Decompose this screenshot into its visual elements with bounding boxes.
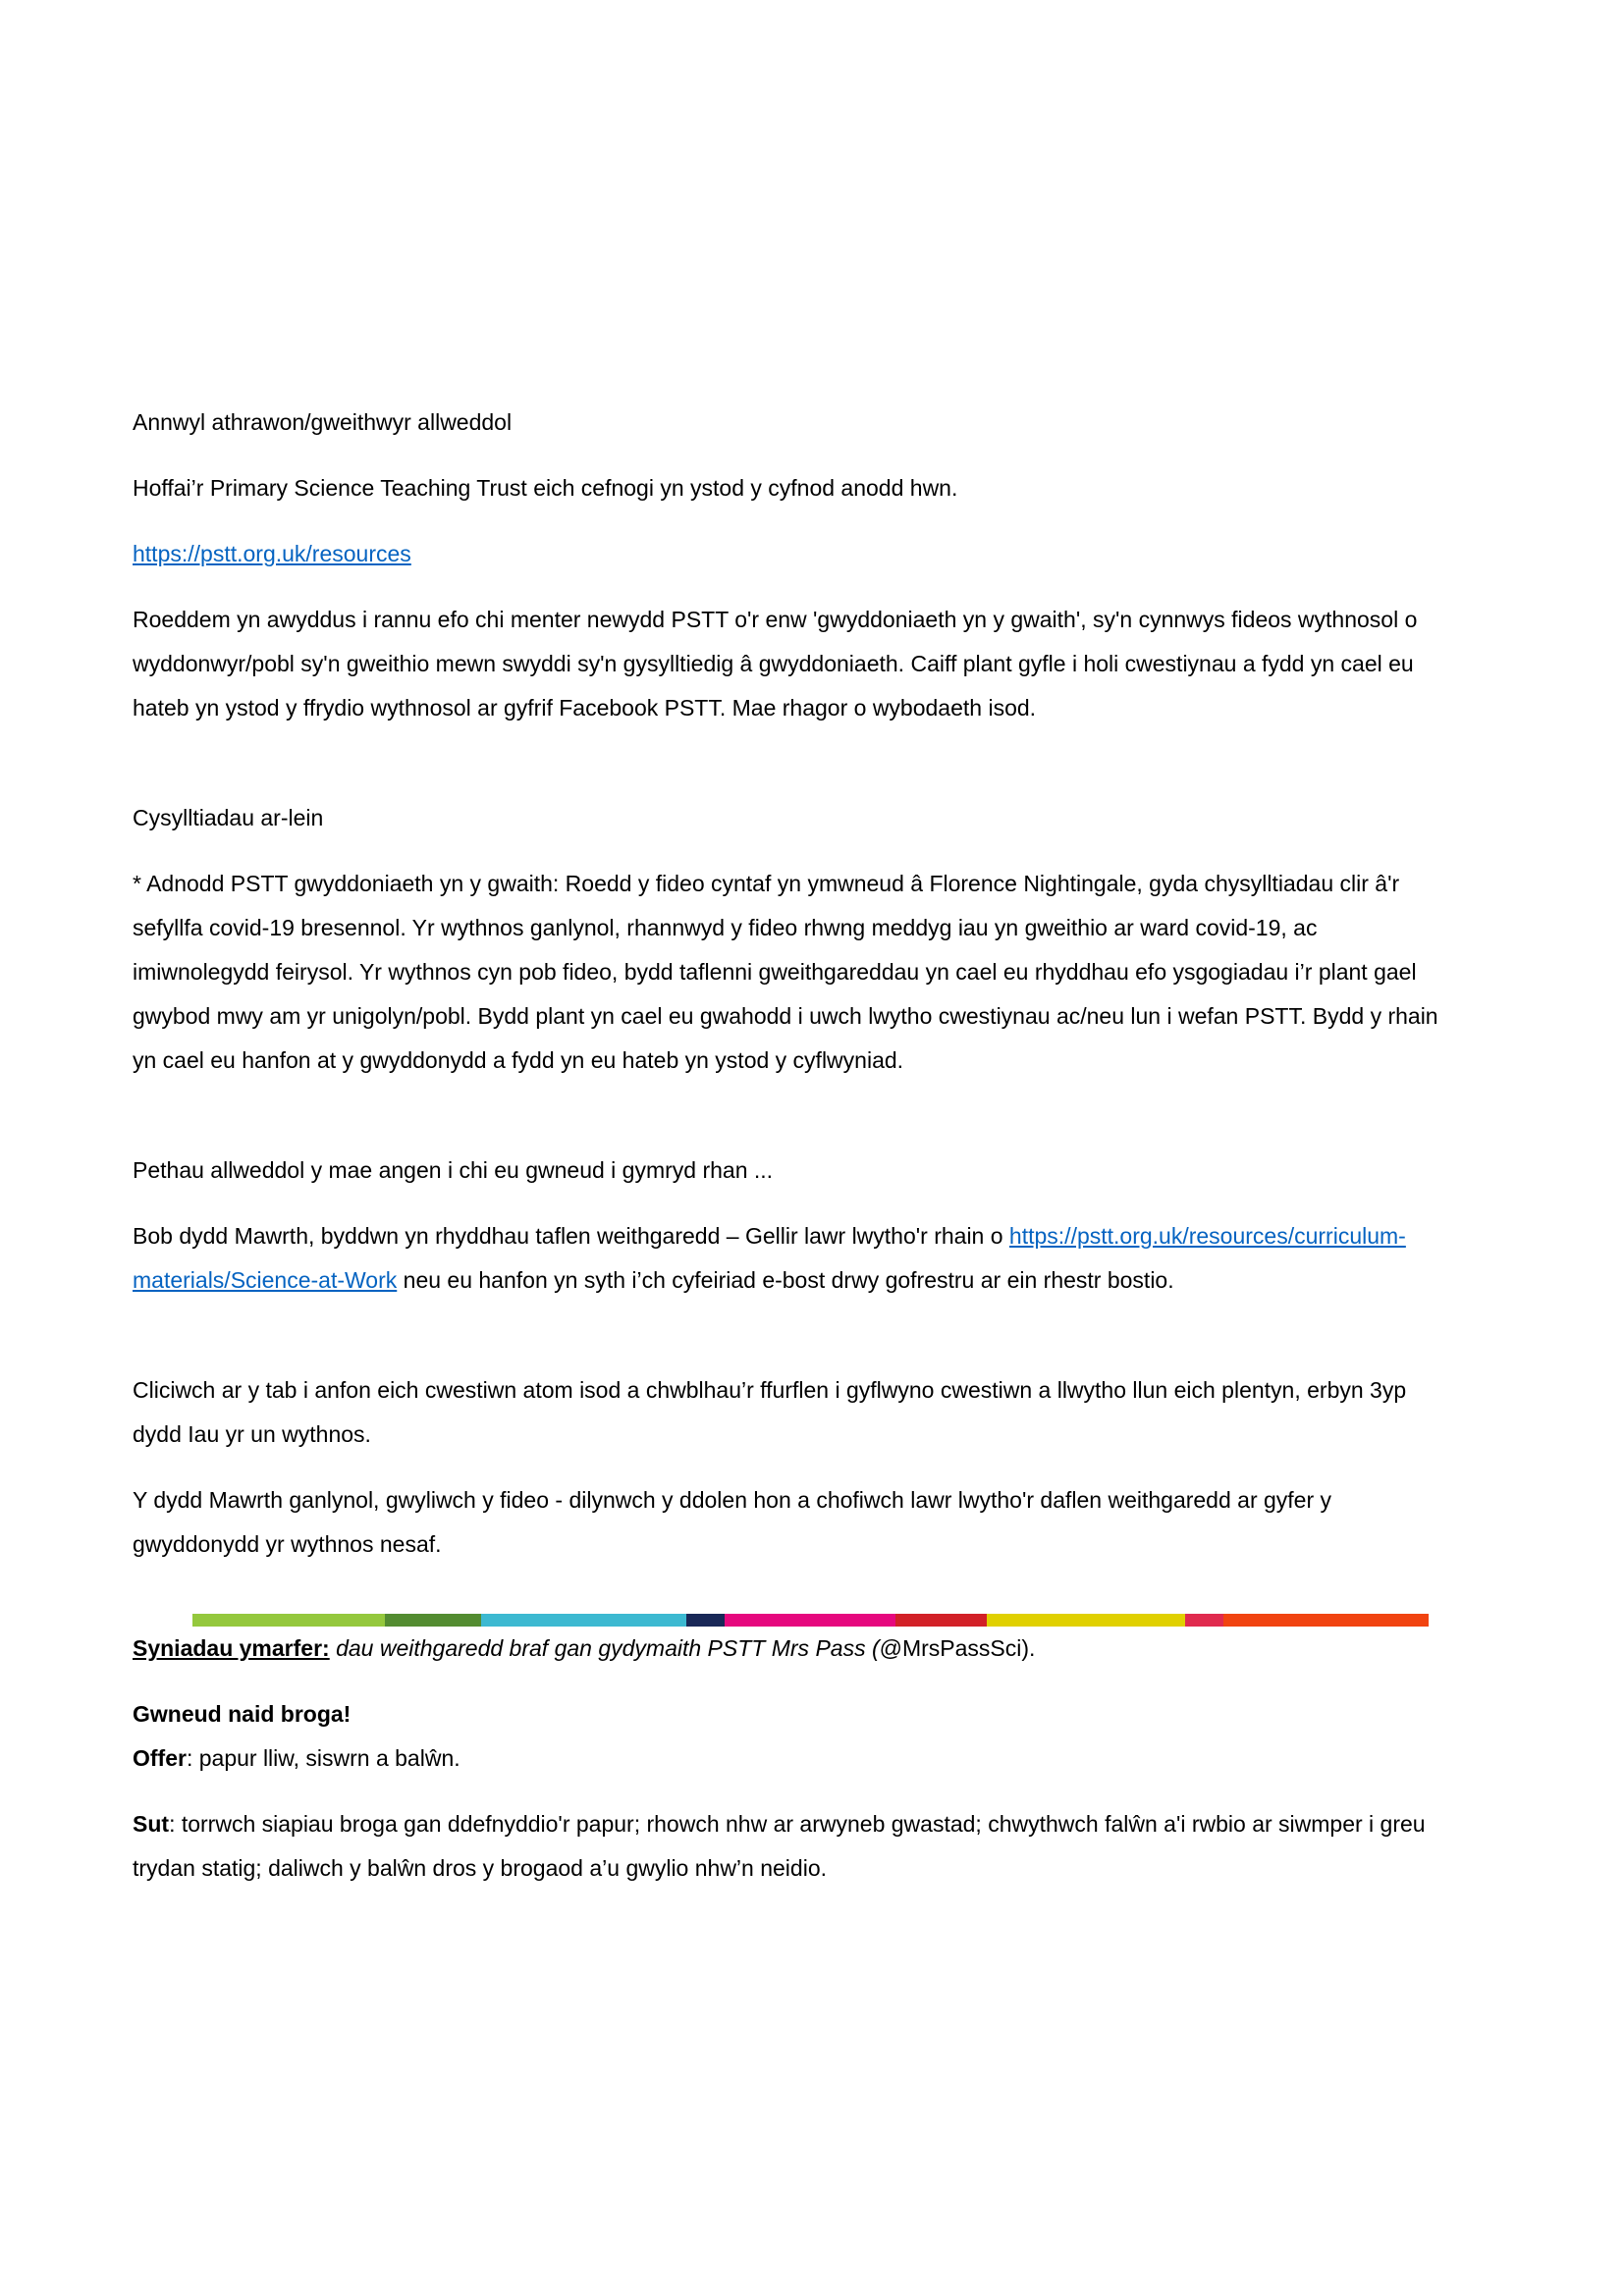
key-things-line: Pethau allweddol y mae angen i chi eu gwneud i gymryd rhan ...	[133, 1157, 774, 1183]
equipment-label: Offer	[133, 1745, 187, 1771]
resources-link-line	[133, 532, 1448, 576]
practice-ideas-line	[133, 1627, 1448, 1671]
divider-segment	[385, 1614, 481, 1627]
following-tuesday-paragraph: Y dydd Mawrth ganlynol, gwyliwch y fideo - dilynwch y ddolen hon a chofiwch lawr lwytho'r daflen weithgaredd ar gyfer y gwyddonydd yr wythnos nesaf.	[133, 1487, 1332, 1557]
tuesday-text-post: neu eu hanfon yn syth i’ch cyfeiriad e-bost drwy gofrestru ar ein rhestr bostio.	[397, 1267, 1174, 1293]
practice-ideas-description: dau weithgaredd braf gan gydymaith PSTT Mrs Pass (	[329, 1635, 880, 1661]
resources-link[interactable]: https://pstt.org.uk/resources	[133, 541, 411, 566]
letter-body	[133, 0, 1448, 1956]
how-to-label: Sut	[133, 1811, 170, 1837]
frog-activity-title: Gwneud naid broga!	[133, 1701, 352, 1727]
divider-segment	[1223, 1614, 1429, 1627]
twitter-handle: @MrsPassSci).	[879, 1635, 1036, 1661]
salutation: Annwyl athrawon/gweithwyr allweddol	[133, 409, 513, 435]
divider-segment	[481, 1614, 686, 1627]
online-links-heading: Cysylltiadau ar-lein	[133, 805, 324, 830]
how-to-paragraph	[133, 1802, 1448, 1935]
initiative-paragraph: Roeddem yn awyddus i rannu efo chi menter newydd PSTT o'r enw 'gwyddoniaeth yn y gwaith', sy'n cynnwys fideos wythnosol o wyddonwyr/pobl sy'n gweithio mewn swyddi sy'n gysylltiedig â gwyddoniaeth. Caiff plant gyfle i holi cwestiynau a fydd yn cael eu hateb yn ystod y ffrydio wythnosol ar gyfrif Facebook PSTT. Mae rhagor o wybodaeth isod.	[133, 607, 1418, 721]
intro-paragraph: Hoffai’r Primary Science Teaching Trust eich cefnogi yn ystod y cyfnod anodd hwn.	[133, 475, 958, 501]
tuesday-text-pre: Bob dydd Mawrth, byddwn yn rhyddhau taflen weithgaredd – Gellir lawr lwytho'r rhain o	[133, 1223, 1009, 1249]
how-to-text: : torrwch siapiau broga gan ddefnyddio'r papur; rhowch nhw ar arwyneb gwastad; chwythwch falŵn a'i rwbio ar siwmper i greu trydan statig; daliwch y balŵn dros y brogaod a’u gwylio nhw’n neidio.	[133, 1811, 1426, 1881]
practice-ideas-label: Syniadau ymarfer:	[133, 1635, 330, 1661]
divider-segment	[686, 1614, 725, 1627]
science-at-work-link[interactable]: https://pstt.org.uk/resources/curriculum-materials/Science-at-Work	[133, 1223, 1406, 1293]
divider-segment	[725, 1614, 895, 1627]
divider-segment	[987, 1614, 1185, 1627]
tuesday-paragraph	[133, 1214, 1448, 1347]
click-tab-paragraph: Cliciwch ar y tab i anfon eich cwestiwn atom isod a chwblhau’r ffurflen i gyflwyno cwestiwn a llwytho llun eich plentyn, erbyn 3yp dydd Iau yr un wythnos.	[133, 1377, 1407, 1447]
rainbow-divider	[192, 1614, 1429, 1627]
divider-segment	[895, 1614, 987, 1627]
frog-activity-block	[133, 1692, 1448, 1781]
resource-description-paragraph: * Adnodd PSTT gwyddoniaeth yn y gwaith: Roedd y fideo cyntaf yn ymwneud â Florence Nightingale, gyda chysylltiadau clir â'r sefyllfa covid-19 bresennol. Yr wythnos ganlynol, rhannwyd y fideo rhwng meddyg iau yn gweithio ar ward covid-19, ac imiwnolegydd feirysol. Yr wythnos cyn pob fideo, bydd taflenni gweithgareddau yn cael eu rhyddhau efo ysgogiadau i’r plant gael gwybod mwy am yr unigolyn/pobl. Bydd plant yn cael eu gwahodd i uwch lwytho cwestiynau ac/neu lun i wefan PSTT. Bydd y rhain yn cael eu hanfon at y gwyddonydd a fydd yn eu hateb yn ystod y cyflwyniad.	[133, 871, 1438, 1073]
divider-segment	[192, 1614, 385, 1627]
divider-segment	[1185, 1614, 1223, 1627]
equipment-text: : papur lliw, siswrn a balŵn.	[186, 1745, 460, 1771]
